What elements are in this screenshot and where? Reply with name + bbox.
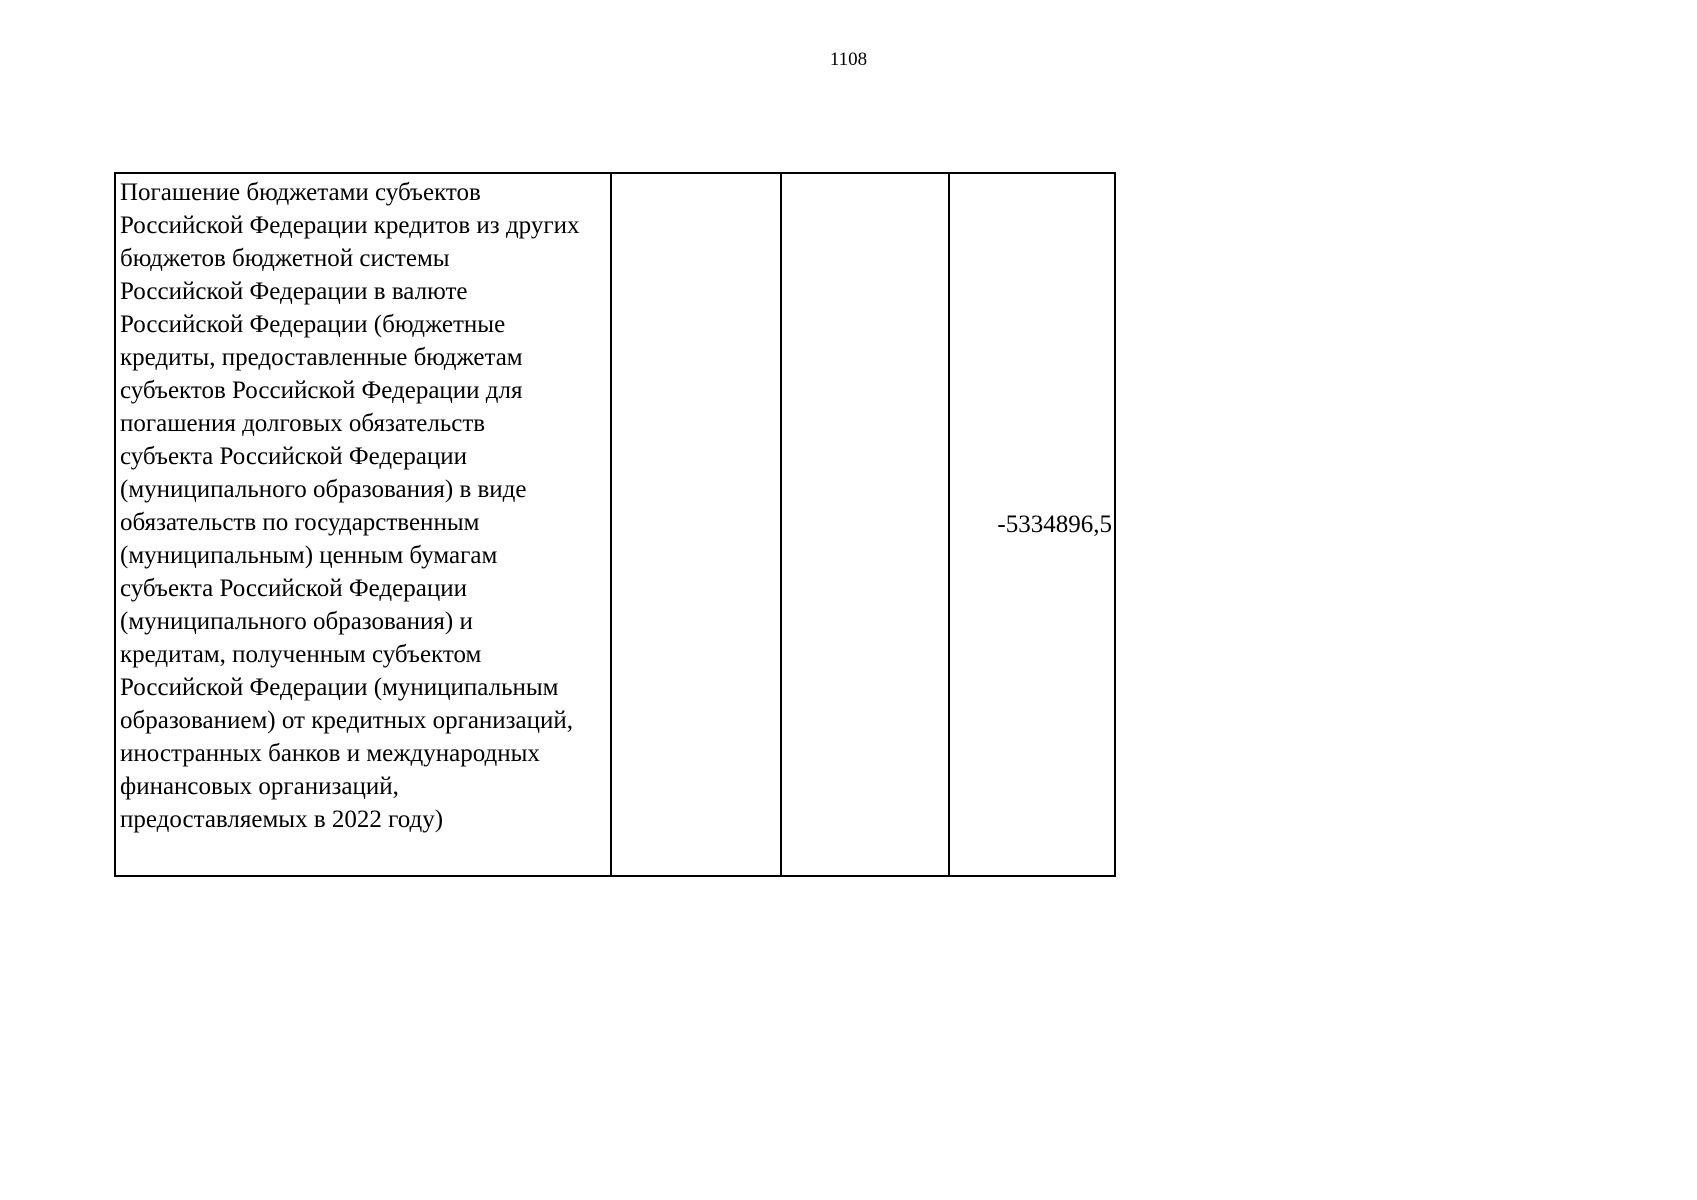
- description-line: (муниципального образования) и: [120, 608, 473, 635]
- description-line: финансовых организаций,: [120, 773, 399, 800]
- table-cell-col3: [781, 173, 949, 876]
- description-line: Российской Федерации кредитов из других: [120, 212, 580, 239]
- description-line: кредитам, полученным субъектом: [120, 641, 482, 668]
- description-line: бюджетов бюджетной системы: [120, 245, 450, 272]
- description-line: субъектов Российской Федерации для: [120, 377, 523, 404]
- description-line: обязательств по государственным: [120, 509, 480, 536]
- description-cell: [115, 173, 611, 876]
- description-line: Погашение бюджетами субъектов: [120, 179, 481, 206]
- description-line: субъекта Российской Федерации: [120, 443, 467, 470]
- amount-cell: -5334896,5: [949, 173, 1115, 876]
- budget-table: [114, 172, 1116, 877]
- description-line: кредиты, предоставленные бюджетам: [120, 344, 523, 371]
- description-line: образованием) от кредитных организаций,: [120, 707, 574, 734]
- description-line: (муниципального образования) в виде: [120, 476, 527, 503]
- description-line: предоставляемых в 2022 году): [120, 806, 444, 833]
- table-cell-col2: [611, 173, 781, 876]
- description-line: субъекта Российской Федерации: [120, 575, 467, 602]
- description-line: (муниципальным) ценным бумагам: [120, 542, 498, 569]
- description-line: Российской Федерации (бюджетные: [120, 311, 506, 338]
- description-line: иностранных банков и международных: [120, 740, 540, 767]
- description-line: Российской Федерации (муниципальным: [120, 674, 559, 701]
- description-line: Российской Федерации в валюте: [120, 278, 468, 305]
- table-row: [115, 173, 1115, 876]
- page-number: 1108: [829, 49, 868, 70]
- description-line: погашения долговых обязательств: [120, 410, 486, 437]
